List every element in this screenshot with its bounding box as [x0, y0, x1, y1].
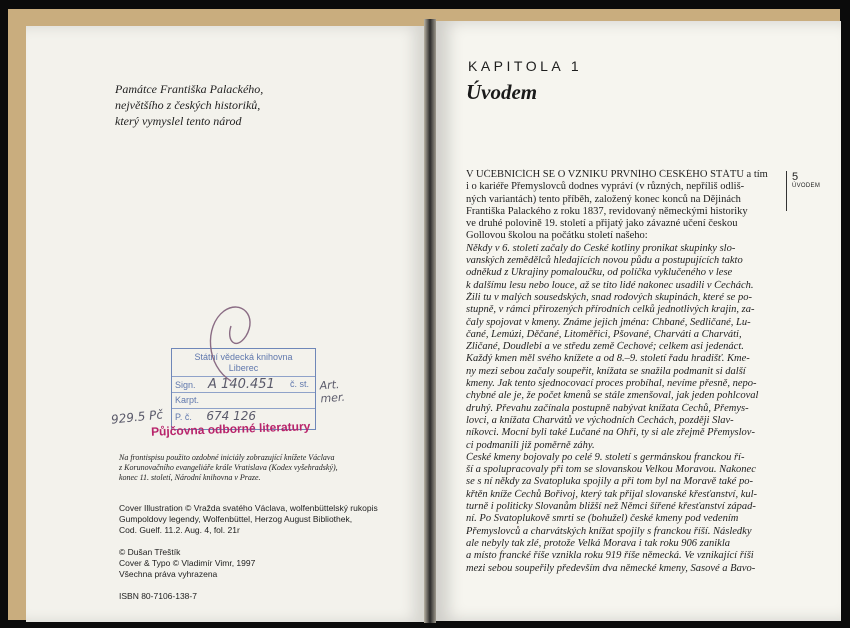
stamp-row-label: Sign.	[175, 380, 196, 390]
body-line: ny mezi sebou začaly soupeřit, knížata se snažila podmanit si další	[466, 365, 746, 377]
credits-line: Cod. Guelf. 11.2. Aug. 4, fol. 21r	[119, 525, 240, 535]
body-line: Každý kmen měl svého knížete a od 8.–9. století řadu hradišť. Kme-	[466, 353, 750, 365]
dedication-line: který vymyslel tento národ	[115, 114, 242, 128]
body-text	[466, 169, 776, 575]
body-line: křtěn kníže Čechů Bořivoj, který tak přijal slovanské křesťanství, kul-	[466, 488, 758, 500]
credits-spacer	[119, 536, 409, 547]
body-line: níkovci. Mocní byli také Lučané na Ohři, ty si ale zřejmě Přemyslov-	[466, 427, 755, 439]
credits-spacer	[119, 580, 409, 591]
body-line: ných variantách) tento příběh, založený konec konců na Dějinách	[466, 193, 741, 205]
body-line: čaly spojovat v kmeny. Známe jejich jména: Chbané, Sedličané, Lu-	[466, 316, 751, 328]
left-page	[26, 26, 424, 622]
running-head: ÚVODEM	[792, 183, 821, 189]
stamp-row-karpt	[172, 392, 315, 408]
dedication-line: největšího z českých historiků,	[115, 98, 261, 112]
lending-stamp: Půjčovna odborné literatury	[150, 419, 311, 439]
credits-line: Cover & Typo © Vladimír Vimr, 1997	[119, 558, 256, 568]
body-line: Gollovou školou na počátku století našeho:	[466, 230, 648, 242]
isbn: ISBN 80-7106-138-7	[119, 591, 197, 601]
body-line: V UČEBNICÍCH SE O VZNIKU PRVNÍHO ČESKÉHO STÁTU a tím	[466, 169, 768, 180]
body-line: odněkud z Ukrajiny pomaloučku, od políčka vyklučeného v lese	[466, 267, 733, 279]
credits-block	[119, 503, 409, 602]
body-line: ale nebyly tak zlé, protože Velká Morava i tak roku 906 zanikla	[466, 537, 730, 549]
credits-line: Gumpoldovy legendy, Wolfenbüttel, Herzog August Bibliothek,	[119, 514, 353, 524]
accession-value: 674 126	[206, 409, 256, 423]
pencil-scribble	[196, 296, 266, 386]
body-line: ní. Po Svatoplukově smrti se (bohužel) české kmeny pod vedením	[466, 513, 739, 525]
dedication-line: Památce Františka Palackého,	[115, 82, 264, 96]
page-number-marker	[786, 171, 820, 211]
body-line: ci podmanili již poměrně záhy.	[466, 439, 595, 451]
credits-line: Všechna práva vyhrazena	[119, 569, 218, 579]
body-line: lovci, a knížata Charvátů ve východních Čechách, později Slav-	[466, 414, 734, 426]
dedication	[115, 81, 263, 129]
stamp-header-line: Státní vědecká knihovna	[194, 352, 293, 362]
stamp-row-label: Karpt.	[175, 395, 200, 405]
body-line: Přemyslovců a charvátských knížat spojily s franckou říší. Následky	[466, 525, 752, 537]
note-line: z Korunovačního evangeliáře krále Vratislava (Kodex vyšehradský),	[119, 463, 338, 472]
page-number: 5	[792, 171, 799, 183]
handwritten-price: 929.5 Pč	[110, 407, 164, 427]
show-through-text	[136, 121, 366, 301]
body-line: k dalšímu lesu nebo louce, až se tito lidé nakonec usadili v Čechách.	[466, 279, 754, 291]
credits-line: © Dušan Třeštík	[119, 547, 181, 557]
body-line: ve druhé polovině 19. století a přijatý jako závazné učení českou	[466, 218, 738, 230]
chapter-label: KAPITOLA 1	[468, 58, 583, 74]
body-line: chybné ale je, že počet kmenů se stále zmenšoval, jak jeden pohlcoval	[466, 390, 759, 402]
body-line: stupně, v rámci přirozených přírodních celků jednotlivých krajin, za-	[466, 304, 755, 316]
body-line: mezi sebou soupeřily především dva německé kmeny, Sasové a Bavo-	[466, 562, 756, 574]
open-book	[8, 9, 840, 620]
stamp-row-extra: č. st.	[290, 379, 310, 389]
right-page	[436, 21, 841, 621]
note-line: Na frontispisu použito ozdobné iniciály zobrazující knížete Václava	[119, 453, 335, 462]
body-line: se s ní někdy za Svatopluka spojily a při tom byl na Moravě také po-	[466, 476, 753, 488]
body-line: ší a spolupracovaly při tom se slovanskou Velkou Moravou. Nakonec	[466, 464, 756, 476]
chapter-title: Úvodem	[466, 80, 538, 104]
body-line: České kmeny bojovaly po celé 9. století s germánskou franckou ří-	[466, 451, 745, 463]
book-gutter	[424, 19, 436, 623]
note-line: konec 11. století, Národní knihovna v Praze.	[119, 473, 261, 482]
body-line: Františka Palackého z roku 1837, revidovaný německými historiky	[466, 205, 748, 217]
body-line: čané, Lemúzi, Děčané, Litoměřici, Pšované, Charváti a Charváti,	[466, 328, 742, 340]
credits-line: Cover Illustration © Vražda svatého Václava, wolfenbüttelský rukopis	[119, 503, 378, 513]
stamp-row-label: P. č.	[175, 412, 192, 422]
handwritten-initials: Art. mer.	[319, 378, 346, 406]
body-line: turně i politicky Slovanům bližší než Němci šířené křesťanství západ-	[466, 501, 756, 513]
body-line: druhý. Převahu začínala postupně nabývat knížata Čechů, Přemys-	[466, 402, 749, 414]
stamp-header-line: Liberec	[228, 363, 259, 373]
body-line: vanských zemědělců hledajících novou půdu a postupujících takto	[466, 255, 743, 267]
body-line: Zličané, Doudlebi a ve středu země Čechové; celkem asi jedenáct.	[466, 341, 744, 353]
frontispiece-note	[119, 453, 394, 483]
body-line: Někdy v 6. století začaly do České kotliny pronikat skupinky slo-	[466, 242, 736, 254]
body-line: Žili tu v malých sousedských, snad rodových skupinách, které se po-	[466, 291, 752, 303]
body-line: a místo francké říše vznikla roku 919 říše německá. Ve vznikající říši	[466, 550, 754, 562]
body-line: kmeny. Jak tento sjednocovací proces probíhal, nevíme přesně, nepo-	[466, 378, 757, 390]
body-line: i o kariéře Přemyslovců dodnes vypráví (v různých, nepříliš odliš-	[466, 181, 745, 193]
signature-value: A 140.451	[208, 377, 275, 392]
